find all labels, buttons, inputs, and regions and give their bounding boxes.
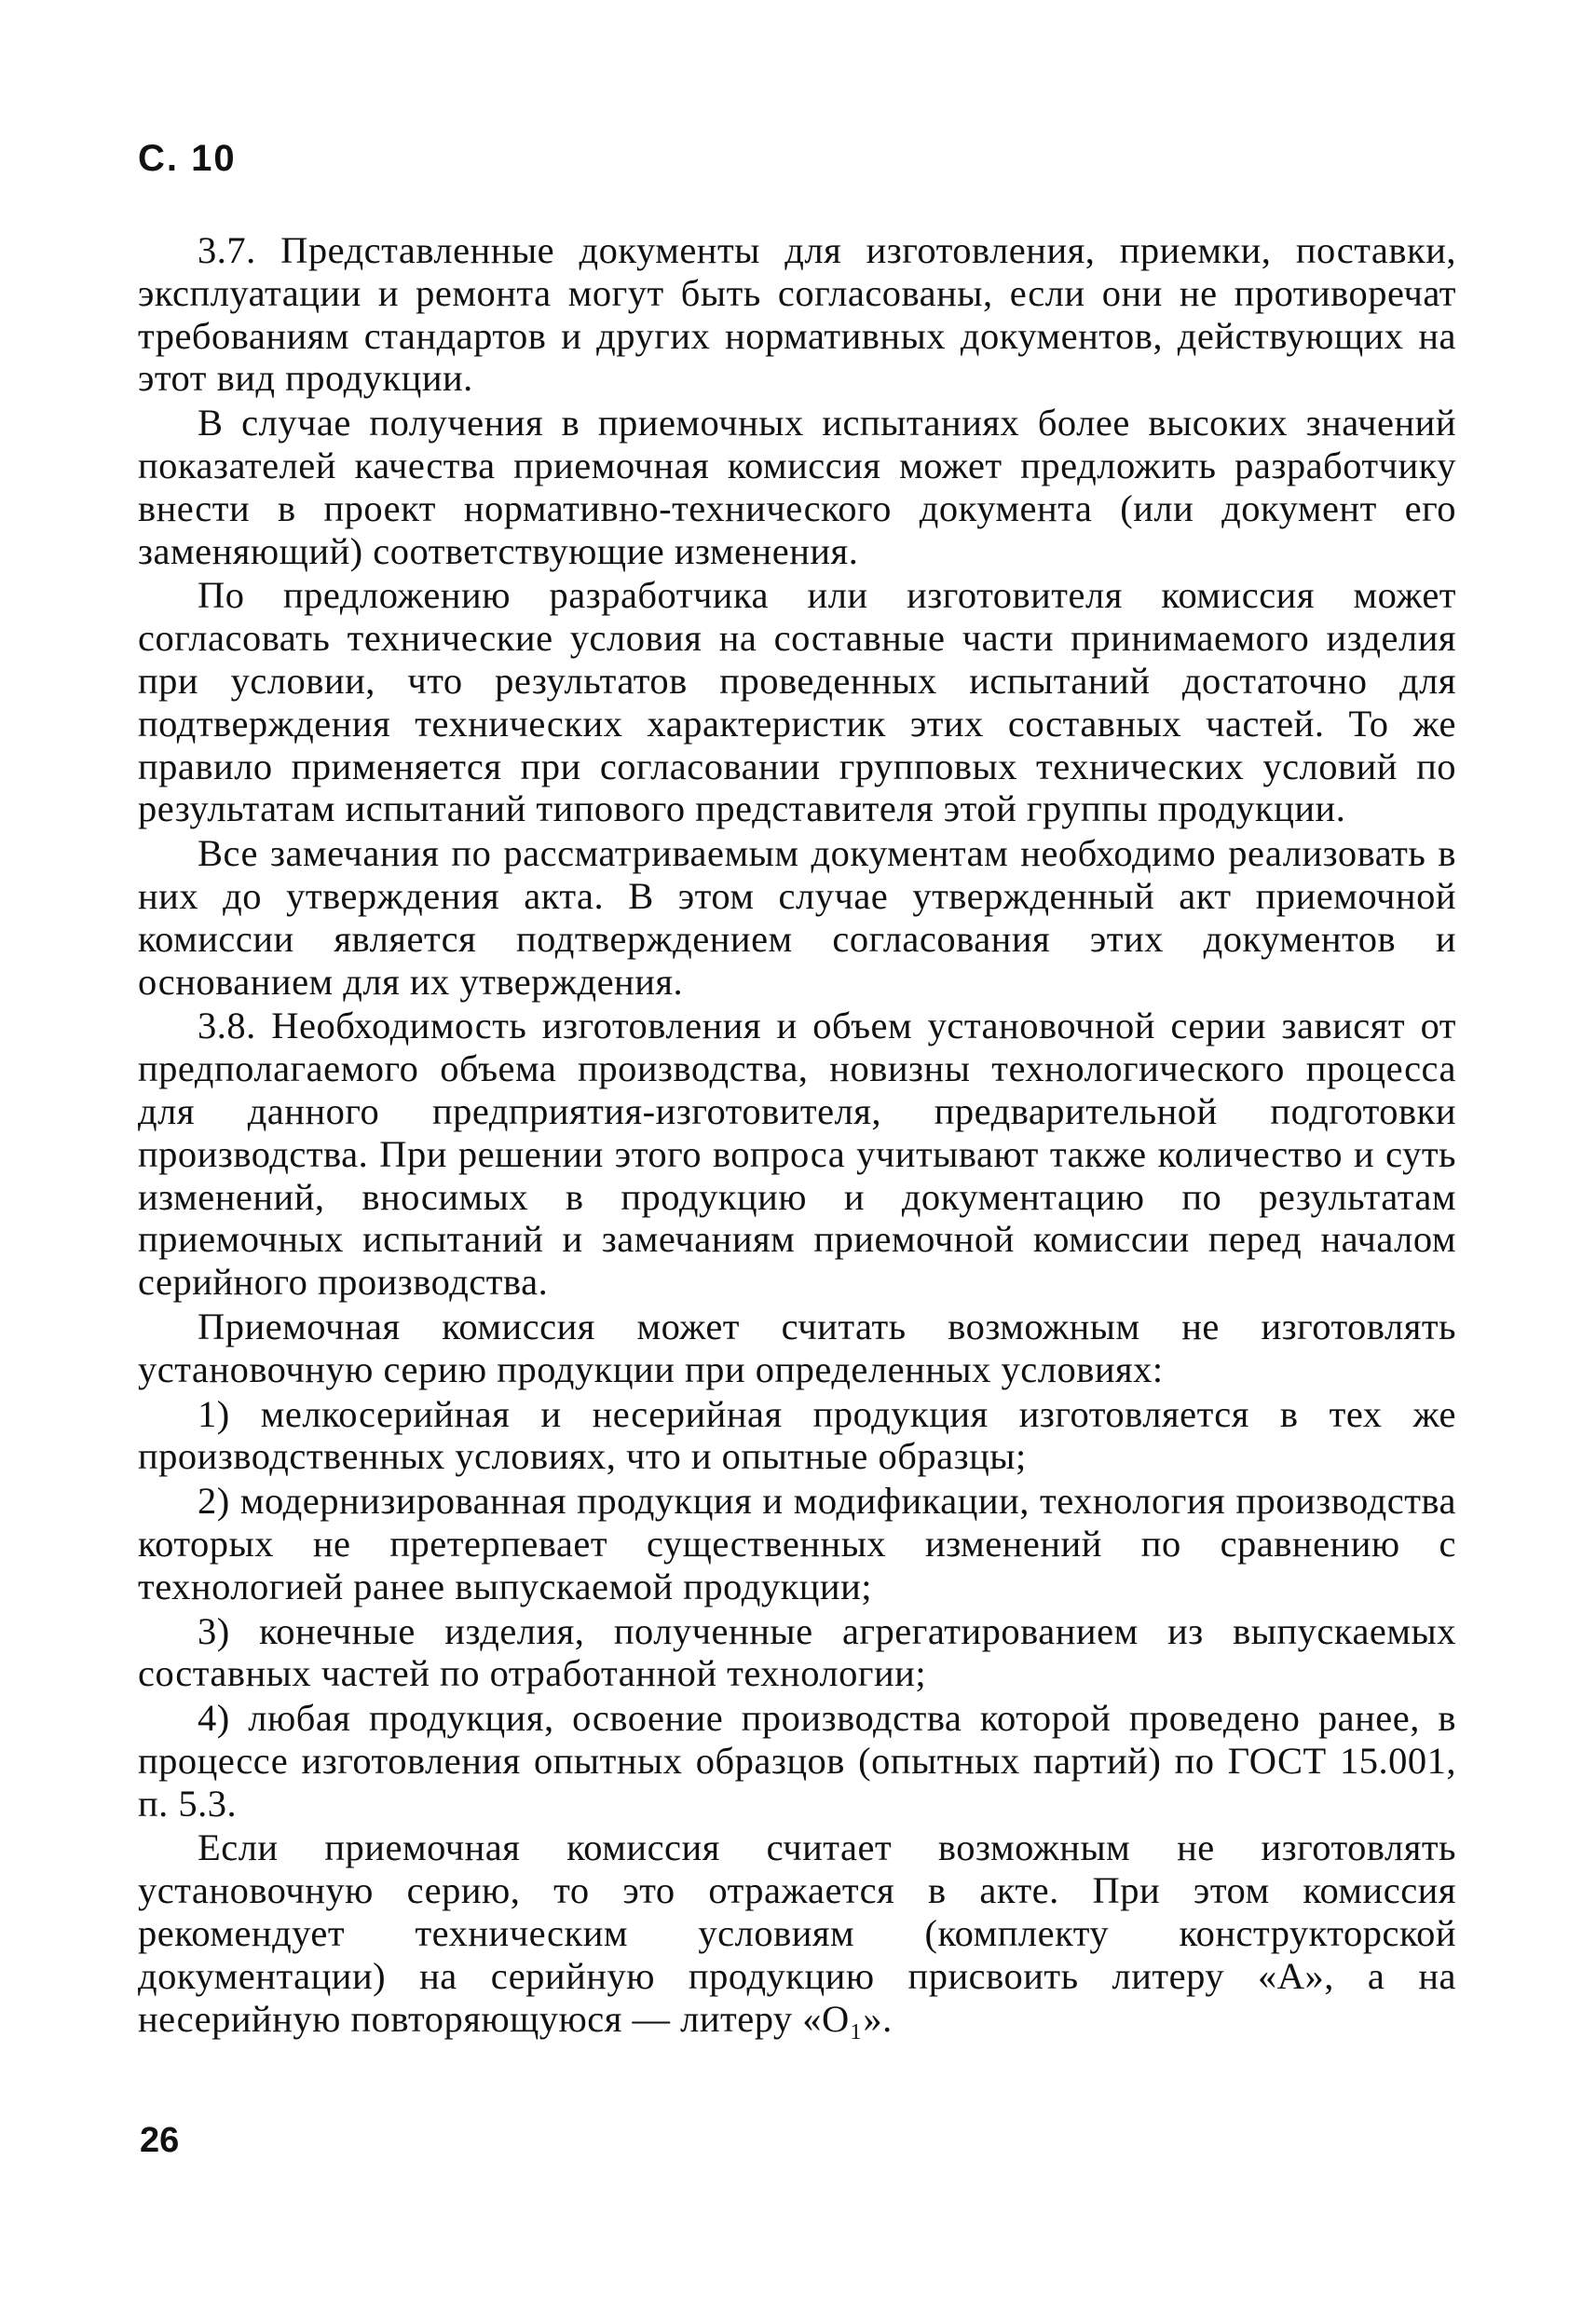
list-item-1: 1) мелкосерийная и несерийная продукция изготовляется в тех же производственных условиях, что и опытные образцы; <box>138 1392 1456 1478</box>
list-item-3: 3) конечные изделия, полученные агрегатированием из выпускаемых составных частей по отработанной технологии; <box>138 1609 1456 1695</box>
document-body <box>138 229 1456 2042</box>
list-item-4: 4) любая продукция, освоение производства которой проведено ранее, в процессе изготовления опытных образцов (опытных партий) по ГОСТ 15.001, п. 5.3. <box>138 1697 1456 1825</box>
page-header-label: С. 10 <box>138 138 237 179</box>
paragraph-3-8: 3.8. Необходимость изготовления и объем установочной серии зависят от предполагаемого объема производства, новизны технологического процесса для данного предприятия-изготовителя, предварительной подготовки производства. При решении этого вопроса учитывают также количество и суть изменений, вносимых в продукцию и документацию по результатам приемочных испытаний и замечаниям приемочной комиссии перед началом серийного производства. <box>138 1005 1456 1304</box>
paragraph-components-approval: По предложению разработчика или изготовителя комиссия может согласовать технические условия на составные части принимаемого изделия при условии, что результатов проведенных испытаний достаточно для подтверждения технических характеристик этих составных частей. То же правило применяется при согласовании групповых технических условий по результатам испытаний типового представителя этой группы продукции. <box>138 574 1456 830</box>
paragraph-higher-values: В случае получения в приемочных испытаниях более высоких значений показателей качества приемочная комиссия может предложить разработчику внести в проект нормативно-технического документа (или документ его заменяющий) соответствующие изменения. <box>138 402 1456 572</box>
paragraph-3-7: 3.7. Представленные документы для изготовления, приемки, поставки, эксплуатации и ремонта могут быть согласованы, если они не противоречат требованиям стандартов и других нормативных документов, действующих на этот вид продукции. <box>138 229 1456 400</box>
paragraph-remarks: Все замечания по рассматриваемым документам необходимо реализовать в них до утверждения акта. В этом случае утвержденный акт приемочной комиссии является подтверждением согласования этих документов и основанием для их утверждения. <box>138 832 1456 1003</box>
page-number: 26 <box>140 2121 180 2160</box>
paragraph-conclusion: Если приемочная комиссия считает возможным не изготовлять установочную серию, то это отражается в акте. При этом комиссия рекомендует техническим условиям (комплекту конструкторской документации) на серийную продукцию присвоить литеру «А», а на несерийную повторяющуюся — литеру «О₁». <box>138 1826 1456 2040</box>
paragraph-conditions-intro: Приемочная комиссия может считать возможным не изготовлять установочную серию продукции при определенных условиях: <box>138 1305 1456 1390</box>
list-item-2: 2) модернизированная продукция и модификации, технология производства которых не претерпевает существенных изменений по сравнению с технологией ранее выпускаемой продукции; <box>138 1480 1456 1607</box>
